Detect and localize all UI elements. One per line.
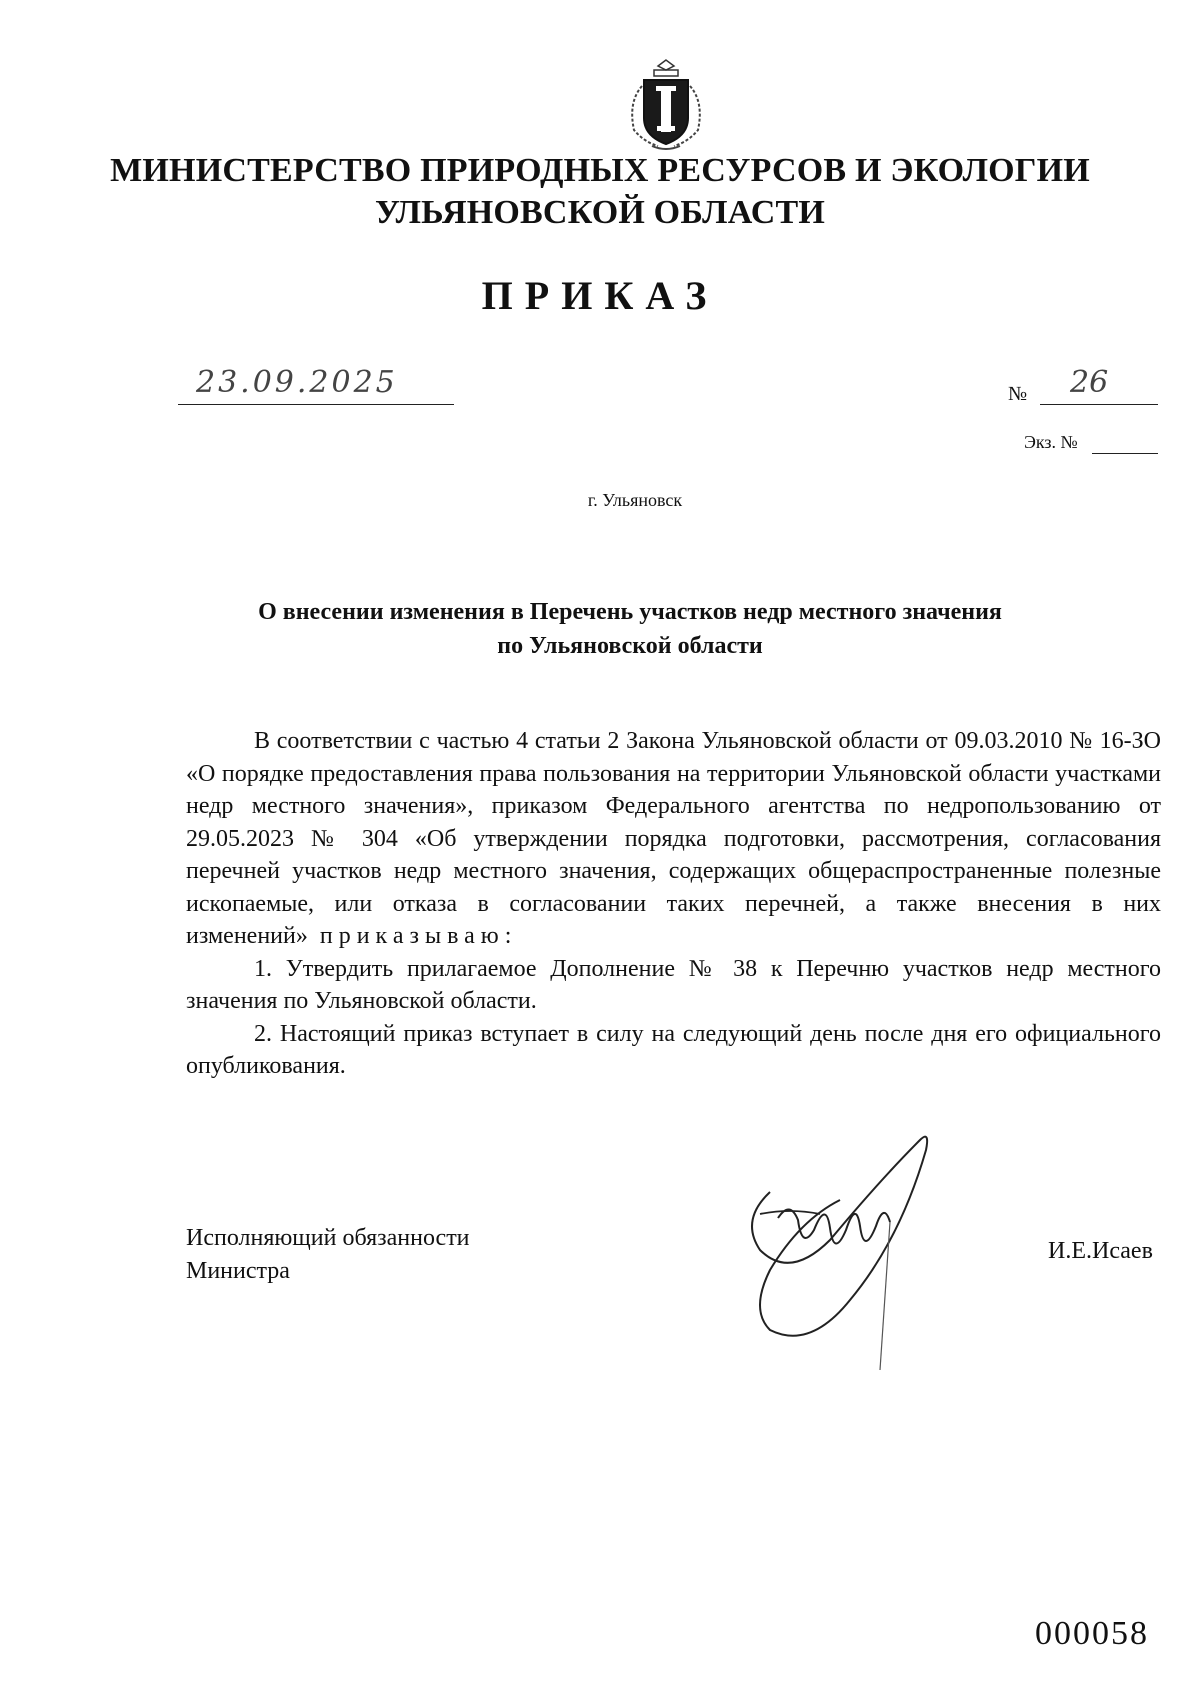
signer-name: И.Е.Исаев <box>1048 1238 1153 1264</box>
date-underline <box>178 404 454 405</box>
order-body <box>186 725 1161 1083</box>
subject-line-1: О внесении изменения в Перечень участков недр местного значения <box>258 599 1002 625</box>
number-underline <box>1040 404 1158 405</box>
preamble-text: В соответствии с частью 4 статьи 2 Закона Ульяновской области от 09.03.2010 № 16-ЗО «О порядке предоставления права пользования на территории Ульяновской области участками недр местного значения», приказом Федерального агентства по недропользованию от 29.05.2023 № 304 «Об утверждении порядка подготовки, рассмотрения, согласования перечней участков недр местного значения, содержащих общераспространенные полезные ископаемые, или отказа в согласовании таких перечней, а также внесения в них изменений» <box>186 728 1161 949</box>
order-number: 26 <box>1070 365 1109 400</box>
handwritten-signature <box>730 1130 960 1370</box>
ministry-line-1: МИНИСТЕРСТВО ПРИРОДНЫХ РЕСУРСОВ И ЭКОЛОГИИ <box>110 152 1090 189</box>
order-date: 23.09.2025 <box>196 365 398 400</box>
subject-line-2: по Ульяновской области <box>497 633 763 659</box>
signer-position-line-2: Министра <box>186 1258 290 1284</box>
serial-number: 000058 <box>1035 1615 1149 1652</box>
preamble-paragraph <box>186 725 1161 953</box>
signer-position-line-1: Исполняющий обязанности <box>186 1225 470 1251</box>
item-1: 1. Утвердить прилагаемое Дополнение № 38 к Перечню участков недр местного значения по Ульяновской области. <box>186 955 1161 1014</box>
signer-position <box>186 1222 470 1288</box>
coat-of-arms-icon <box>618 56 714 152</box>
ministry-line-2: УЛЬЯНОВСКОЙ ОБЛАСТИ <box>374 194 826 231</box>
number-label: № <box>1008 383 1028 405</box>
copy-number-underline <box>1092 453 1158 454</box>
ministry-name <box>0 150 1200 234</box>
document-type: ПРИКАЗ <box>481 273 719 318</box>
order-subject <box>0 595 1200 663</box>
item-2: 2. Настоящий приказ вступает в силу на следующий день после дня его официального опубликования. <box>186 1020 1161 1079</box>
copy-number-label: Экз. № <box>1024 432 1078 452</box>
city: г. Ульяновск <box>587 490 683 510</box>
decree-word: приказываю: <box>319 923 518 949</box>
